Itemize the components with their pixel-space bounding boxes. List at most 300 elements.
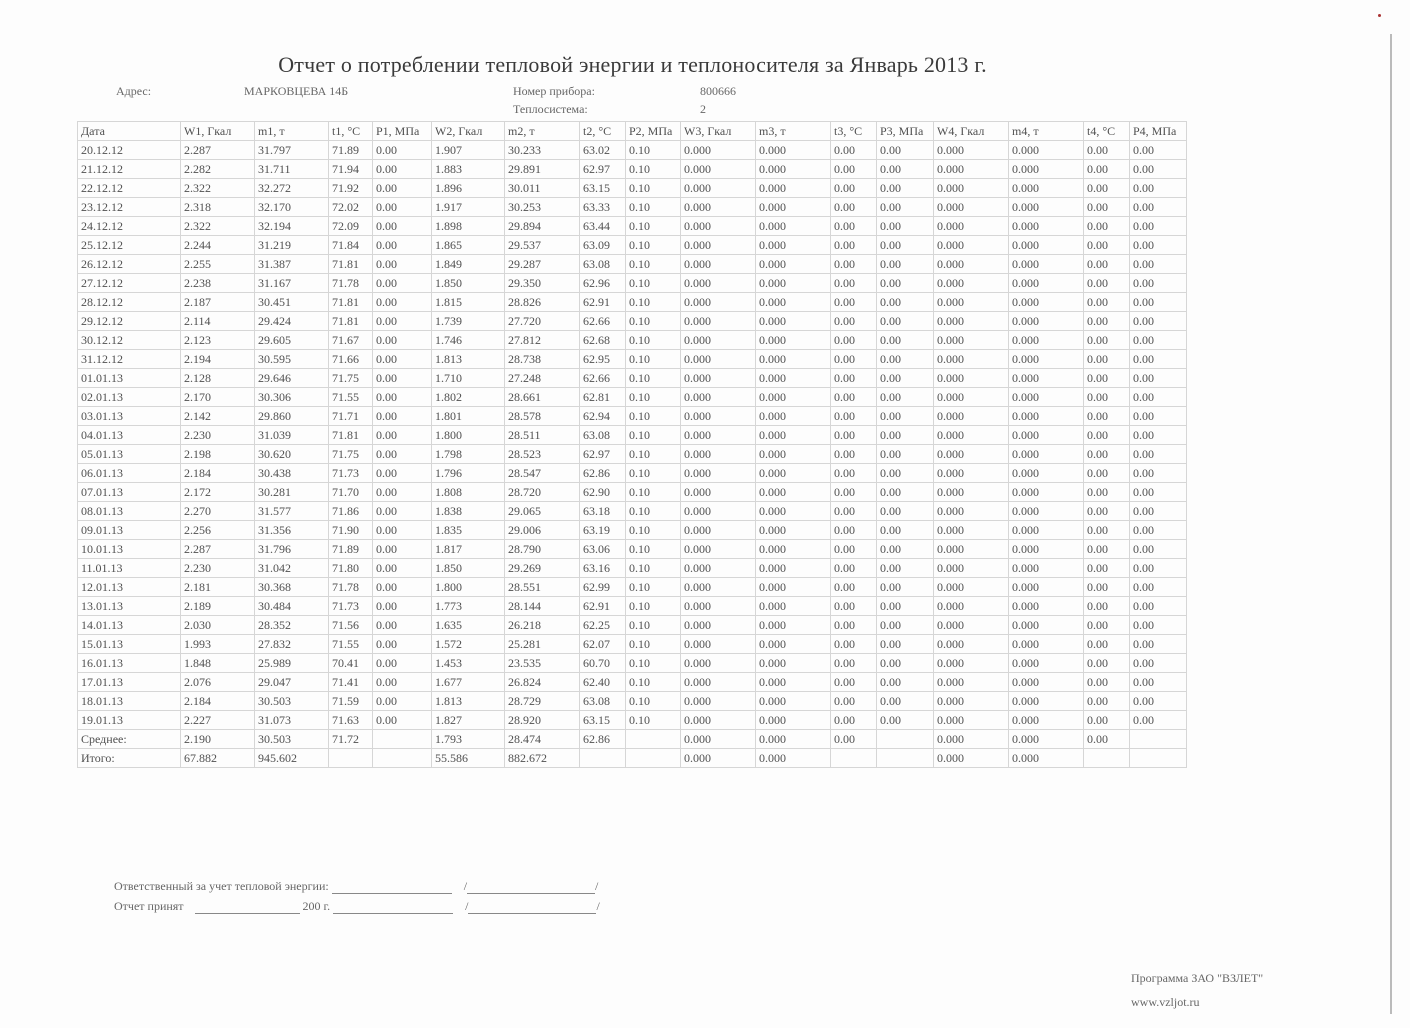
table-cell: 0.000 bbox=[934, 293, 1009, 312]
table-cell: 0.00 bbox=[877, 350, 934, 369]
responsible-line bbox=[114, 879, 598, 894]
table-cell: 0.000 bbox=[756, 426, 831, 445]
table-cell: 63.44 bbox=[580, 217, 626, 236]
table-cell: 1.896 bbox=[432, 179, 505, 198]
table-row bbox=[78, 236, 1187, 255]
accepted-signature-blank bbox=[333, 901, 453, 914]
table-cell: 71.89 bbox=[329, 540, 373, 559]
table-cell: 0.00 bbox=[373, 635, 432, 654]
table-cell: 1.848 bbox=[181, 654, 255, 673]
accepted-line bbox=[114, 899, 600, 914]
table-cell: 0.00 bbox=[1130, 578, 1187, 597]
table-cell: 2.184 bbox=[181, 464, 255, 483]
table-cell: 0.00 bbox=[1130, 502, 1187, 521]
table-cell: 0.00 bbox=[373, 236, 432, 255]
table-cell: 0.000 bbox=[934, 312, 1009, 331]
table-cell: 0.000 bbox=[1009, 388, 1084, 407]
table-cell: 30.306 bbox=[255, 388, 329, 407]
table-cell: 0.10 bbox=[626, 236, 681, 255]
table-cell: 60.70 bbox=[580, 654, 626, 673]
table-cell: 0.00 bbox=[877, 217, 934, 236]
slash-separator: / bbox=[596, 899, 600, 913]
table-cell: 63.09 bbox=[580, 236, 626, 255]
table-cell: 0.00 bbox=[1084, 426, 1130, 445]
table-cell: 1.815 bbox=[432, 293, 505, 312]
table-cell: 0.000 bbox=[756, 730, 831, 749]
table-cell: 0.000 bbox=[681, 274, 756, 293]
table-cell: 0.000 bbox=[1009, 350, 1084, 369]
table-cell: 2.187 bbox=[181, 293, 255, 312]
table-cell: 0.00 bbox=[831, 730, 877, 749]
table-cell: 2.318 bbox=[181, 198, 255, 217]
table-cell: 29.894 bbox=[505, 217, 580, 236]
table-cell: 0.00 bbox=[877, 198, 934, 217]
table-cell: 0.000 bbox=[756, 654, 831, 673]
table-cell: 71.72 bbox=[329, 730, 373, 749]
table-cell: 15.01.13 bbox=[78, 635, 181, 654]
table-cell: 0.00 bbox=[831, 160, 877, 179]
table-cell: 18.01.13 bbox=[78, 692, 181, 711]
table-row bbox=[78, 217, 1187, 236]
table-cell: 0.000 bbox=[681, 616, 756, 635]
table-cell: 62.66 bbox=[580, 369, 626, 388]
table-cell: 71.81 bbox=[329, 312, 373, 331]
table-row bbox=[78, 483, 1187, 502]
table-cell: 2.194 bbox=[181, 350, 255, 369]
table-cell: 0.00 bbox=[1130, 350, 1187, 369]
table-cell: 1.635 bbox=[432, 616, 505, 635]
table-cell: 0.000 bbox=[1009, 654, 1084, 673]
table-cell: 0.00 bbox=[831, 388, 877, 407]
table-cell: 0.00 bbox=[1130, 464, 1187, 483]
table-cell: 0.10 bbox=[626, 141, 681, 160]
table-cell: 0.10 bbox=[626, 502, 681, 521]
table-cell: 0.00 bbox=[831, 331, 877, 350]
table-cell: 0.00 bbox=[373, 654, 432, 673]
table-row bbox=[78, 559, 1187, 578]
table-cell: 29.065 bbox=[505, 502, 580, 521]
table-cell: 0.000 bbox=[1009, 464, 1084, 483]
table-cell bbox=[329, 749, 373, 768]
table-cell: 0.10 bbox=[626, 274, 681, 293]
table-cell: 0.00 bbox=[1084, 198, 1130, 217]
table-cell: 0.000 bbox=[756, 673, 831, 692]
table-cell: 1.793 bbox=[432, 730, 505, 749]
table-cell: 0.000 bbox=[681, 198, 756, 217]
table-cell: 0.000 bbox=[681, 711, 756, 730]
table-cell: 0.00 bbox=[877, 160, 934, 179]
table-cell: 71.73 bbox=[329, 597, 373, 616]
table-cell: 0.00 bbox=[373, 426, 432, 445]
table-cell: 0.000 bbox=[934, 445, 1009, 464]
table-cell: 63.15 bbox=[580, 711, 626, 730]
table-cell: 01.01.13 bbox=[78, 369, 181, 388]
table-cell: 2.198 bbox=[181, 445, 255, 464]
table-cell: 0.000 bbox=[934, 578, 1009, 597]
table-cell: 31.12.12 bbox=[78, 350, 181, 369]
table-cell: 12.01.13 bbox=[78, 578, 181, 597]
table-row bbox=[78, 597, 1187, 616]
table-cell: 29.287 bbox=[505, 255, 580, 274]
table-row bbox=[78, 426, 1187, 445]
table-cell: 0.00 bbox=[1084, 730, 1130, 749]
table-cell: 29.860 bbox=[255, 407, 329, 426]
table-cell: 0.00 bbox=[1130, 331, 1187, 350]
table-cell: 0.00 bbox=[1130, 654, 1187, 673]
table-cell: 882.672 bbox=[505, 749, 580, 768]
table-cell: 0.00 bbox=[877, 616, 934, 635]
column-header: t1, °C bbox=[329, 122, 373, 141]
table-cell: 0.00 bbox=[831, 483, 877, 502]
table-cell: 1.800 bbox=[432, 578, 505, 597]
table-cell: 0.00 bbox=[1130, 407, 1187, 426]
table-cell: 1.801 bbox=[432, 407, 505, 426]
table-cell: 0.10 bbox=[626, 369, 681, 388]
table-cell: 0.10 bbox=[626, 160, 681, 179]
table-cell: 30.503 bbox=[255, 692, 329, 711]
table-cell: 2.270 bbox=[181, 502, 255, 521]
table-cell: 08.01.13 bbox=[78, 502, 181, 521]
table-cell: 0.00 bbox=[1084, 274, 1130, 293]
table-cell: 2.189 bbox=[181, 597, 255, 616]
address-label: Адрес: bbox=[116, 84, 152, 98]
table-cell: 0.10 bbox=[626, 388, 681, 407]
device-value: 800666 bbox=[700, 84, 736, 98]
table-cell: 71.92 bbox=[329, 179, 373, 198]
table-cell: 19.01.13 bbox=[78, 711, 181, 730]
table-cell: 0.00 bbox=[1130, 711, 1187, 730]
table-cell: 0.00 bbox=[1130, 198, 1187, 217]
table-cell: 0.000 bbox=[681, 483, 756, 502]
table-cell: 25.281 bbox=[505, 635, 580, 654]
column-header: W4, Гкал bbox=[934, 122, 1009, 141]
table-cell: 0.00 bbox=[373, 597, 432, 616]
table-cell: 0.000 bbox=[1009, 369, 1084, 388]
table-cell: 27.12.12 bbox=[78, 274, 181, 293]
table-cell: 0.000 bbox=[934, 331, 1009, 350]
table-cell: 0.00 bbox=[1130, 369, 1187, 388]
table-cell: 2.190 bbox=[181, 730, 255, 749]
table-cell: 0.000 bbox=[934, 141, 1009, 160]
table-cell: 31.796 bbox=[255, 540, 329, 559]
table-cell: 71.81 bbox=[329, 426, 373, 445]
table-cell: 31.387 bbox=[255, 255, 329, 274]
table-cell: 0.00 bbox=[831, 141, 877, 160]
table-cell: 0.00 bbox=[877, 426, 934, 445]
table-cell: 0.00 bbox=[831, 464, 877, 483]
table-cell: 0.00 bbox=[1130, 426, 1187, 445]
table-cell: 71.84 bbox=[329, 236, 373, 255]
total-row bbox=[78, 749, 1187, 768]
table-cell: 04.01.13 bbox=[78, 426, 181, 445]
table-cell: 0.00 bbox=[373, 540, 432, 559]
table-cell: 71.70 bbox=[329, 483, 373, 502]
table-cell: 71.55 bbox=[329, 635, 373, 654]
table-cell: 0.10 bbox=[626, 578, 681, 597]
table-cell: 0.000 bbox=[1009, 141, 1084, 160]
table-cell: 0.00 bbox=[877, 711, 934, 730]
table-cell: 2.230 bbox=[181, 426, 255, 445]
table-row bbox=[78, 711, 1187, 730]
table-row bbox=[78, 578, 1187, 597]
table-cell: 0.000 bbox=[756, 711, 831, 730]
table-cell: 0.00 bbox=[373, 521, 432, 540]
table-cell: 0.10 bbox=[626, 540, 681, 559]
table-cell: 71.78 bbox=[329, 578, 373, 597]
table-cell: 0.00 bbox=[373, 293, 432, 312]
table-cell: 2.244 bbox=[181, 236, 255, 255]
table-cell: 24.12.12 bbox=[78, 217, 181, 236]
table-cell: 29.646 bbox=[255, 369, 329, 388]
table-cell: 0.000 bbox=[681, 559, 756, 578]
program-credit: Программа ЗАО "ВЗЛЕТ" bbox=[1131, 971, 1264, 985]
table-cell: 0.000 bbox=[756, 502, 831, 521]
table-cell: 0.000 bbox=[756, 483, 831, 502]
table-cell: 0.000 bbox=[1009, 540, 1084, 559]
table-cell: 0.10 bbox=[626, 217, 681, 236]
table-cell: 0.00 bbox=[877, 692, 934, 711]
table-cell: 0.000 bbox=[934, 616, 1009, 635]
average-row bbox=[78, 730, 1187, 749]
table-cell: 28.474 bbox=[505, 730, 580, 749]
table-cell: 0.000 bbox=[681, 597, 756, 616]
table-cell: 0.000 bbox=[681, 730, 756, 749]
table-cell: 30.281 bbox=[255, 483, 329, 502]
table-cell bbox=[1130, 749, 1187, 768]
table-cell: 2.322 bbox=[181, 217, 255, 236]
table-cell: 0.00 bbox=[373, 179, 432, 198]
consumption-table bbox=[77, 121, 1187, 768]
table-cell: 0.00 bbox=[1084, 369, 1130, 388]
table-cell: 0.000 bbox=[934, 426, 1009, 445]
table-cell: 0.00 bbox=[1130, 597, 1187, 616]
table-cell: 62.97 bbox=[580, 445, 626, 464]
year-label: 200 bbox=[302, 899, 321, 913]
table-cell: 2.114 bbox=[181, 312, 255, 331]
table-cell: 28.738 bbox=[505, 350, 580, 369]
table-cell: 0.000 bbox=[1009, 426, 1084, 445]
table-cell: 0.10 bbox=[626, 445, 681, 464]
table-cell: 2.030 bbox=[181, 616, 255, 635]
table-cell: 0.000 bbox=[934, 540, 1009, 559]
table-row bbox=[78, 616, 1187, 635]
table-row bbox=[78, 464, 1187, 483]
table-cell: 25.12.12 bbox=[78, 236, 181, 255]
table-cell: 71.80 bbox=[329, 559, 373, 578]
table-cell: 31.577 bbox=[255, 502, 329, 521]
table-cell: 0.00 bbox=[373, 578, 432, 597]
table-cell: 1.802 bbox=[432, 388, 505, 407]
table-cell: 2.142 bbox=[181, 407, 255, 426]
table-cell: 0.00 bbox=[1084, 160, 1130, 179]
table-cell: 1.883 bbox=[432, 160, 505, 179]
table-cell: 0.00 bbox=[1084, 217, 1130, 236]
table-cell: 2.238 bbox=[181, 274, 255, 293]
table-cell: 0.00 bbox=[831, 445, 877, 464]
column-header: P4, МПа bbox=[1130, 122, 1187, 141]
table-cell: 0.000 bbox=[1009, 673, 1084, 692]
table-cell: 62.91 bbox=[580, 293, 626, 312]
table-cell: 0.10 bbox=[626, 692, 681, 711]
table-cell: 0.00 bbox=[1084, 502, 1130, 521]
table-cell: 63.08 bbox=[580, 692, 626, 711]
device-label: Номер прибора: bbox=[513, 84, 595, 98]
table-cell: 0.00 bbox=[1130, 312, 1187, 331]
table-cell: 63.08 bbox=[580, 255, 626, 274]
table-cell: 0.00 bbox=[877, 635, 934, 654]
table-cell: 0.00 bbox=[877, 445, 934, 464]
table-cell: 0.00 bbox=[373, 464, 432, 483]
table-cell: 1.746 bbox=[432, 331, 505, 350]
table-cell: 31.356 bbox=[255, 521, 329, 540]
table-cell: 10.01.13 bbox=[78, 540, 181, 559]
table-cell: 2.287 bbox=[181, 141, 255, 160]
table-cell: 30.12.12 bbox=[78, 331, 181, 350]
table-cell: 0.00 bbox=[877, 673, 934, 692]
table-cell: 0.000 bbox=[756, 559, 831, 578]
table-cell: 29.537 bbox=[505, 236, 580, 255]
table-cell: 28.352 bbox=[255, 616, 329, 635]
table-cell: 0.00 bbox=[1084, 654, 1130, 673]
table-cell: 30.368 bbox=[255, 578, 329, 597]
column-header: t2, °C bbox=[580, 122, 626, 141]
table-cell: 2.181 bbox=[181, 578, 255, 597]
table-cell: 71.56 bbox=[329, 616, 373, 635]
table-cell: 32.272 bbox=[255, 179, 329, 198]
table-cell: 0.000 bbox=[756, 578, 831, 597]
table-cell: 2.230 bbox=[181, 559, 255, 578]
table-cell: 1.827 bbox=[432, 711, 505, 730]
table-row bbox=[78, 141, 1187, 160]
table-cell: 0.000 bbox=[1009, 312, 1084, 331]
table-cell: 0.00 bbox=[877, 255, 934, 274]
table-cell: 26.12.12 bbox=[78, 255, 181, 274]
table-row bbox=[78, 502, 1187, 521]
table-cell: 31.039 bbox=[255, 426, 329, 445]
table-cell: 0.000 bbox=[1009, 160, 1084, 179]
table-cell: 0.000 bbox=[1009, 635, 1084, 654]
table-cell: 0.00 bbox=[1130, 692, 1187, 711]
table-cell: 62.81 bbox=[580, 388, 626, 407]
table-cell: 0.00 bbox=[877, 312, 934, 331]
table-cell: 0.000 bbox=[756, 312, 831, 331]
table-cell: 0.00 bbox=[373, 483, 432, 502]
table-cell: 0.000 bbox=[934, 369, 1009, 388]
table-cell: 0.00 bbox=[877, 407, 934, 426]
table-cell: 0.00 bbox=[831, 654, 877, 673]
table-cell: 0.00 bbox=[877, 179, 934, 198]
table-cell: 0.00 bbox=[877, 141, 934, 160]
table-cell: 2.322 bbox=[181, 179, 255, 198]
table-cell: 27.248 bbox=[505, 369, 580, 388]
table-cell: 0.10 bbox=[626, 331, 681, 350]
table-cell: 0.00 bbox=[831, 274, 877, 293]
table-cell: 23.12.12 bbox=[78, 198, 181, 217]
table-cell: 27.720 bbox=[505, 312, 580, 331]
table-cell: 0.10 bbox=[626, 179, 681, 198]
table-cell: 0.00 bbox=[373, 217, 432, 236]
table-cell: 1.453 bbox=[432, 654, 505, 673]
table-cell: 0.10 bbox=[626, 350, 681, 369]
table-cell: 0.000 bbox=[756, 540, 831, 559]
column-header: P1, МПа bbox=[373, 122, 432, 141]
table-cell: 945.602 bbox=[255, 749, 329, 768]
table-cell: 0.000 bbox=[1009, 730, 1084, 749]
table-cell: 0.00 bbox=[1130, 616, 1187, 635]
table-cell: 0.000 bbox=[934, 692, 1009, 711]
table-cell: 0.000 bbox=[934, 521, 1009, 540]
table-cell: 0.00 bbox=[877, 540, 934, 559]
table-cell: 29.047 bbox=[255, 673, 329, 692]
table-cell: 0.00 bbox=[831, 692, 877, 711]
column-header: m1, т bbox=[255, 122, 329, 141]
table-cell: 0.00 bbox=[1084, 445, 1130, 464]
table-cell: 71.90 bbox=[329, 521, 373, 540]
table-cell: 0.00 bbox=[877, 654, 934, 673]
table-cell: 0.00 bbox=[877, 331, 934, 350]
table-cell: 11.01.13 bbox=[78, 559, 181, 578]
column-header: W1, Гкал bbox=[181, 122, 255, 141]
table-cell: 1.677 bbox=[432, 673, 505, 692]
table-cell: 0.000 bbox=[756, 692, 831, 711]
table-cell: 0.10 bbox=[626, 711, 681, 730]
table-cell: 0.10 bbox=[626, 293, 681, 312]
table-cell: 0.10 bbox=[626, 635, 681, 654]
table-cell: 2.255 bbox=[181, 255, 255, 274]
year-suffix: г. bbox=[323, 899, 331, 913]
table-cell: 0.00 bbox=[1130, 255, 1187, 274]
table-cell: 0.00 bbox=[1130, 236, 1187, 255]
table-cell: 0.00 bbox=[1130, 141, 1187, 160]
table-cell: 0.000 bbox=[681, 350, 756, 369]
table-cell: 0.00 bbox=[877, 578, 934, 597]
table-cell: 0.000 bbox=[1009, 445, 1084, 464]
table-cell: 71.66 bbox=[329, 350, 373, 369]
table-cell: 0.00 bbox=[373, 502, 432, 521]
table-cell: 0.000 bbox=[934, 236, 1009, 255]
column-header: P2, МПа bbox=[626, 122, 681, 141]
table-cell: 30.595 bbox=[255, 350, 329, 369]
table-cell: 0.000 bbox=[934, 407, 1009, 426]
table-cell: 0.00 bbox=[1130, 160, 1187, 179]
table-cell: 26.218 bbox=[505, 616, 580, 635]
table-cell: 0.000 bbox=[934, 654, 1009, 673]
table-cell: 31.797 bbox=[255, 141, 329, 160]
table-cell: 0.000 bbox=[934, 483, 1009, 502]
table-cell: 0.000 bbox=[934, 635, 1009, 654]
table-cell: 55.586 bbox=[432, 749, 505, 768]
table-cell: 28.551 bbox=[505, 578, 580, 597]
table-cell: 0.000 bbox=[681, 179, 756, 198]
table-row bbox=[78, 521, 1187, 540]
table-cell: 0.000 bbox=[681, 388, 756, 407]
table-cell: 0.00 bbox=[1084, 521, 1130, 540]
table-cell: 63.02 bbox=[580, 141, 626, 160]
table-row bbox=[78, 654, 1187, 673]
table-cell: 0.00 bbox=[877, 521, 934, 540]
table-cell: 0.000 bbox=[756, 445, 831, 464]
table-cell: 0.000 bbox=[1009, 749, 1084, 768]
table-cell: 0.000 bbox=[681, 407, 756, 426]
table-cell: 0.000 bbox=[934, 597, 1009, 616]
table-cell: 0.000 bbox=[756, 616, 831, 635]
table-row bbox=[78, 369, 1187, 388]
table-cell: 0.00 bbox=[373, 331, 432, 350]
website-credit: www.vzljot.ru bbox=[1131, 995, 1200, 1009]
table-cell: 0.00 bbox=[831, 635, 877, 654]
table-cell: 0.00 bbox=[1130, 179, 1187, 198]
table-cell: 0.00 bbox=[1084, 673, 1130, 692]
